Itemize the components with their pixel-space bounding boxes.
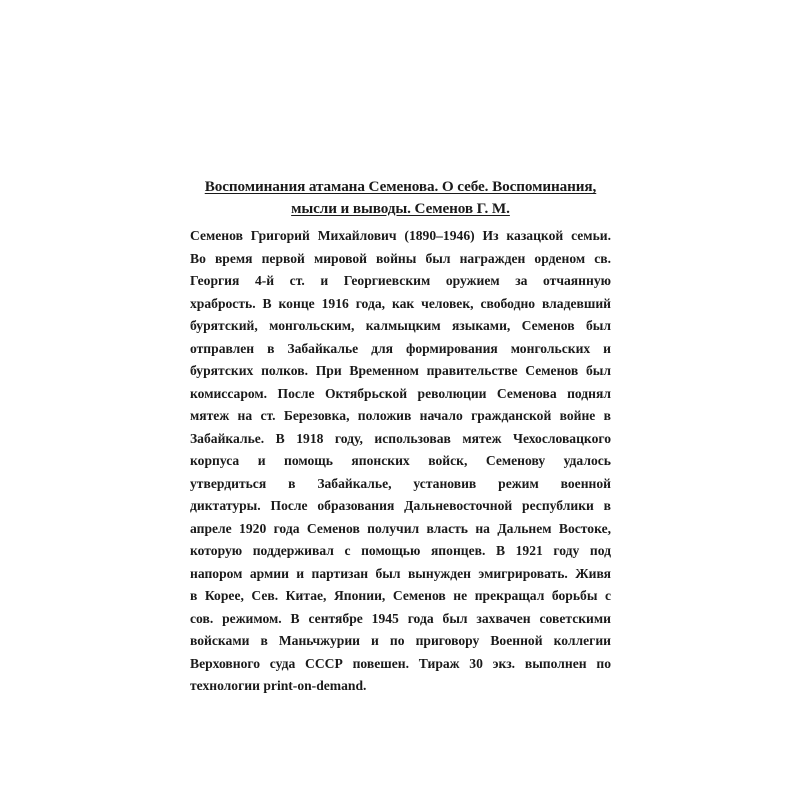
description-line: Забайкалье. В 1918 году, использовав мятеж Чехословацкого (190, 430, 611, 446)
description-line: войсками в Маньчжурии и по приговору Военной коллегии (190, 633, 611, 648)
description-line: Верховного суда СССР повешен. Тираж 30 экз. выполнен по (190, 655, 611, 671)
description-line: Во время первой мировой войны был награжден орденом св. (190, 250, 611, 266)
book-title (190, 176, 611, 220)
book-description-page (190, 176, 611, 698)
description-line: Георгия 4-й ст. и Георгиевским оружием за отчаянную (190, 273, 611, 288)
description-line: сов. режимом. В сентябре 1945 года был захвачен советскими (190, 610, 611, 626)
book-title-line-2: мысли и выводы. Семенов Г. М. (291, 200, 510, 217)
description-line: которую поддерживал с помощью японцев. В 1921 году под (190, 543, 611, 558)
description-line: мятеж на ст. Березовка, положив начало гражданской войне в (190, 408, 611, 423)
description-line: апреле 1920 года Семенов получил власть на Дальнем Востоке, (190, 520, 611, 536)
description-line: Семенов Григорий Михайлович (1890–1946) Из казацкой семьи. (190, 228, 611, 243)
book-title-line-1: Воспоминания атамана Семенова. О себе. Воспоминания, (204, 178, 597, 195)
description-line: бурятских полков. При Временном правительстве Семенов был (190, 363, 611, 378)
description-line: комиссаром. После Октябрьской революции Семенова поднял (190, 385, 611, 401)
description-line: корпуса и помощь японских войск, Семенову удалось (190, 453, 611, 468)
description-line: технологии print-on-demand. (190, 678, 367, 693)
description-line: напором армии и партизан был вынужден эмигрировать. Живя (190, 565, 611, 581)
description-line: храбрость. В конце 1916 года, как человек, свободно владевший (190, 295, 611, 311)
description-line: в Корее, Сев. Китае, Японии, Семенов не прекращал борьбы с (190, 588, 611, 603)
description-line: диктатуры. После образования Дальневосточной республики в (190, 498, 611, 513)
book-description-text (190, 225, 611, 698)
description-line: отправлен в Забайкалье для формирования монгольских и (190, 340, 611, 356)
description-line: бурятский, монгольским, калмыцким языками, Семенов был (190, 318, 611, 333)
description-line: утвердиться в Забайкалье, установив режим военной (190, 475, 611, 491)
